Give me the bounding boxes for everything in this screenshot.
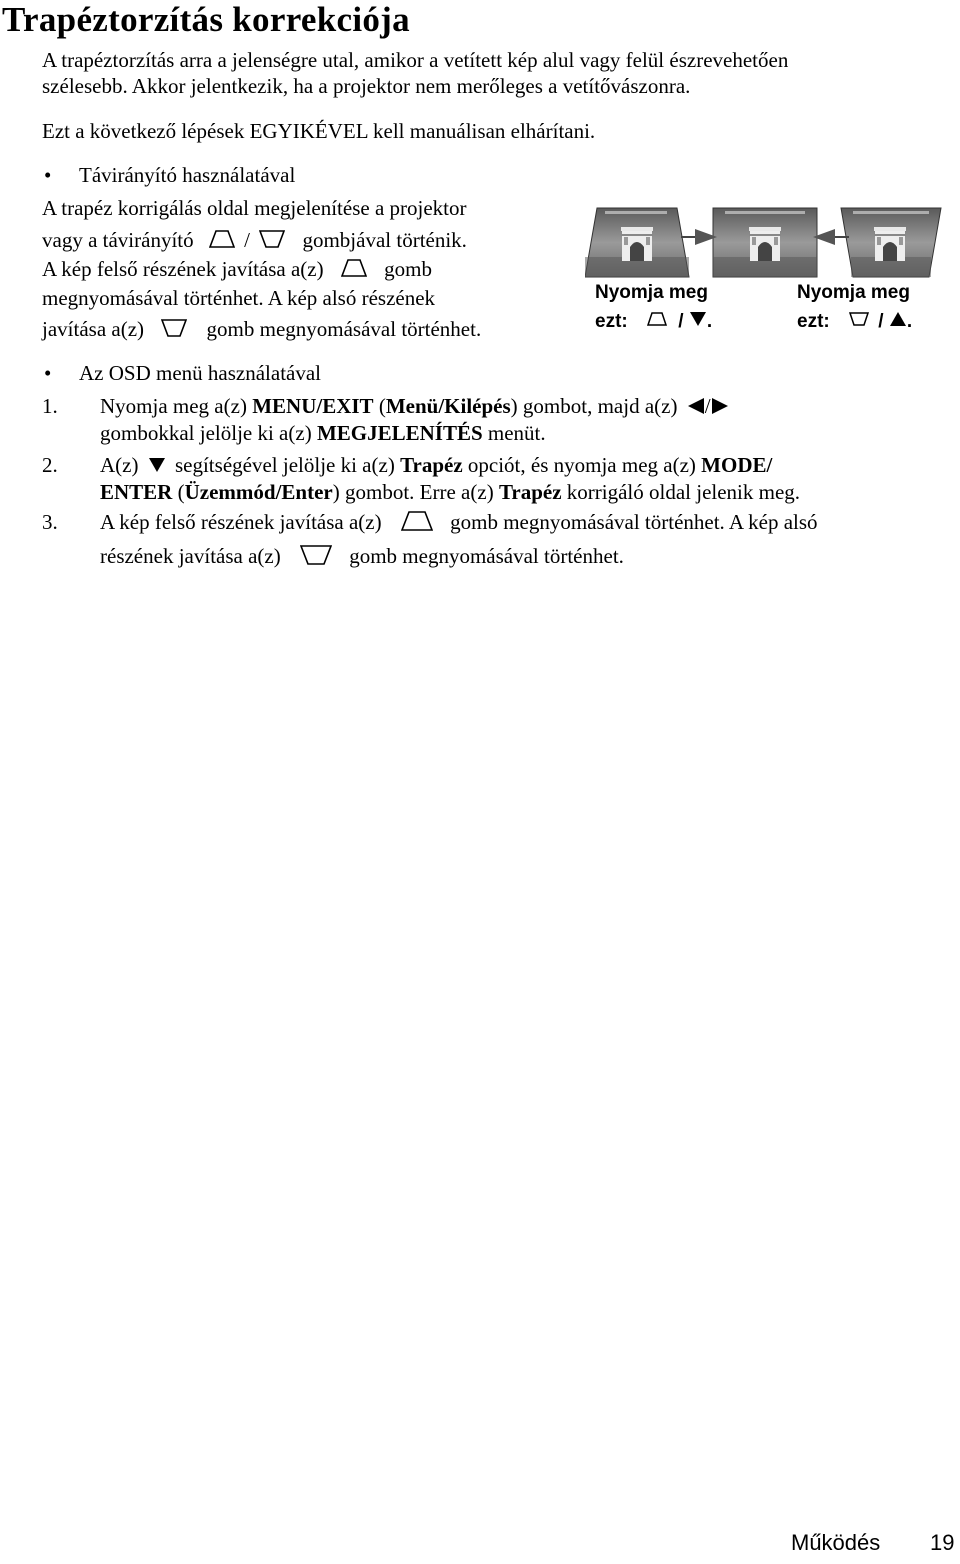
osd-step-2-line-2: ENTER (Üzemmód/Enter) gombot. Erre a(z) Trapéz korrigáló oldal jelenik meg.	[100, 480, 801, 504]
osd-step-3-number: 3.	[42, 510, 58, 534]
image-center	[713, 208, 817, 277]
right-triangle-icon	[711, 395, 729, 421]
page-title: Trapéztorzítás korrekciója	[2, 0, 410, 39]
remote-heading: Távirányító használatával	[79, 163, 296, 187]
caption-right-line-2: ezt: / .	[797, 308, 912, 336]
remote-line-5: javítása a(z) gomb megnyomásával történhet.	[42, 316, 481, 344]
keystone-down-icon	[300, 544, 332, 572]
remote-line-4: megnyomásával történhet. A kép alsó részének	[42, 286, 436, 310]
intro-line-1: A trapéztorzítás arra a jelenségre utal, amikor a vetített kép alul vagy felül észrevehetően	[42, 48, 789, 72]
keystone-down-icon	[161, 318, 187, 344]
osd-step-1-number: 1.	[42, 394, 58, 418]
keystone-up-icon	[209, 229, 235, 255]
page-number: 19	[930, 1530, 955, 1555]
arrow-right-icon	[681, 229, 717, 245]
down-triangle-icon	[689, 308, 707, 336]
footer-section: Működés	[791, 1530, 881, 1555]
remote-line-2: vagy a távirányító / gombjával történik.	[42, 227, 467, 255]
remote-line-3: A kép felső részének javítása a(z) gomb	[42, 256, 432, 284]
keystone-up-icon	[401, 510, 433, 538]
steps-intro: Ezt a következő lépések EGYIKÉVEL kell manuálisan elhárítani.	[42, 119, 596, 143]
osd-step-3-line-2: részének javítása a(z) gomb megnyomásával történhet.	[100, 543, 624, 572]
keystone-up-icon	[341, 258, 367, 284]
keystone-up-icon	[647, 308, 667, 336]
up-triangle-icon	[889, 308, 907, 336]
osd-heading: Az OSD menü használatával	[79, 361, 322, 385]
keystone-down-icon	[849, 308, 869, 336]
osd-step-1-line-1: Nyomja meg a(z) MENU/EXIT (Menü/Kilépés) gombot, majd a(z) /	[100, 393, 729, 421]
osd-step-3-line-1: A kép felső részének javítása a(z) gomb megnyomásával történhet. A kép alsó	[100, 509, 818, 538]
keystone-down-icon	[259, 229, 285, 255]
caption-left-line-1: Nyomja meg	[595, 282, 708, 303]
bullet: •	[44, 361, 52, 385]
remote-line-1: A trapéz korrigálás oldal megjelenítése a projektor	[42, 196, 467, 220]
left-triangle-icon	[687, 395, 705, 421]
osd-step-1-line-2: gombokkal jelölje ki a(z) MEGJELENÍTÉS menüt.	[100, 421, 546, 445]
image-left	[585, 208, 689, 277]
arrow-left-icon	[813, 229, 849, 245]
caption-right-line-1: Nyomja meg	[797, 282, 910, 303]
image-right	[841, 208, 941, 277]
caption-left-line-2: ezt: / .	[595, 308, 712, 336]
osd-step-2-line-1: A(z) segítségével jelölje ki a(z) Trapéz opciót, és nyomja meg a(z) MODE/	[100, 452, 772, 480]
down-triangle-icon	[148, 454, 166, 480]
intro-line-2: szélesebb. Akkor jelentkezik, ha a projektor nem merőleges a vetítővászonra.	[42, 74, 691, 98]
osd-step-2-number: 2.	[42, 453, 58, 477]
keystone-illustration	[585, 205, 945, 280]
bullet: •	[44, 163, 52, 187]
